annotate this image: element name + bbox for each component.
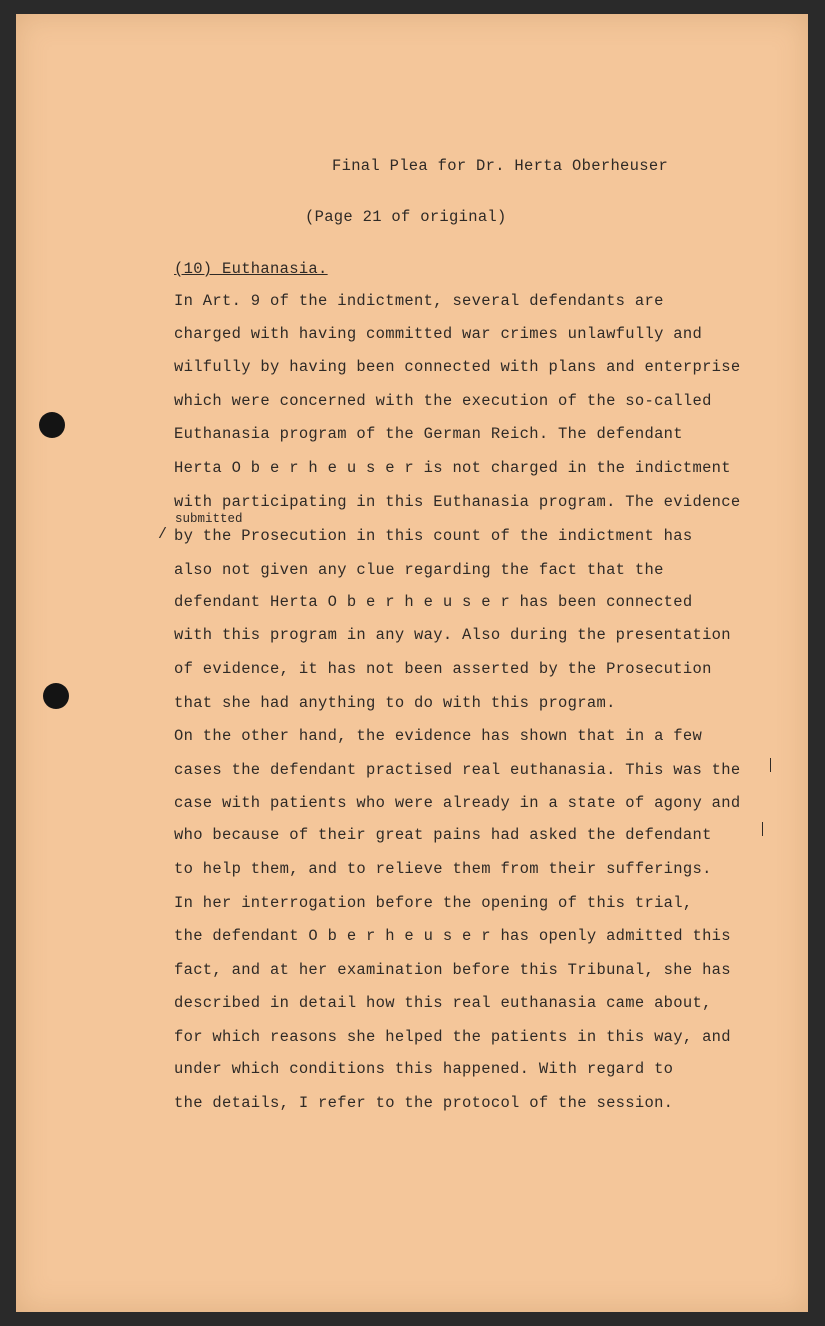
body-line: to help them, and to relieve them from their sufferings. <box>174 860 712 878</box>
body-line: Herta O b e r h e u s e r is not charged in the indictment <box>174 459 731 477</box>
body-line: the defendant O b e r h e u s e r has openly admitted this <box>174 927 731 945</box>
body-line: for which reasons she helped the patients in this way, and <box>174 1028 731 1046</box>
margin-mark: / <box>158 526 168 543</box>
margin-tick <box>762 822 763 836</box>
body-line: that she had anything to do with this program. <box>174 694 616 712</box>
margin-tick <box>770 758 771 772</box>
punch-hole-bottom <box>43 683 69 709</box>
body-line: cases the defendant practised real euthanasia. This was the <box>174 761 741 779</box>
interlinear-insert: submitted <box>175 512 243 526</box>
document-title: Final Plea for Dr. Herta Oberheuser <box>332 157 669 175</box>
body-line: also not given any clue regarding the fact that the <box>174 561 664 579</box>
body-line: described in detail how this real euthanasia came about, <box>174 994 712 1012</box>
body-line: In her interrogation before the opening of this trial, <box>174 894 693 912</box>
body-line: Euthanasia program of the German Reich. The defendant <box>174 425 683 443</box>
page-reference: (Page 21 of original) <box>305 208 507 226</box>
body-line: under which conditions this happened. With regard to <box>174 1060 674 1078</box>
body-line: wilfully by having been connected with plans and enterprise <box>174 358 741 376</box>
body-line: which were concerned with the execution of the so-called <box>174 392 712 410</box>
body-line: defendant Herta O b e r h e u s e r has been connected <box>174 593 693 611</box>
body-line: In Art. 9 of the indictment, several defendants are <box>174 292 664 310</box>
body-line: fact, and at her examination before this Tribunal, she has <box>174 961 731 979</box>
body-line: with participating in this Euthanasia program. The evidence <box>174 493 741 511</box>
body-line: charged with having committed war crimes unlawfully and <box>174 325 703 343</box>
body-line: by the Prosecution in this count of the indictment has <box>174 527 693 545</box>
body-line: of evidence, it has not been asserted by the Prosecution <box>174 660 712 678</box>
body-line: case with patients who were already in a state of agony and <box>174 794 741 812</box>
body-line: the details, I refer to the protocol of the session. <box>174 1094 674 1112</box>
body-line: On the other hand, the evidence has shown that in a few <box>174 727 703 745</box>
body-line: with this program in any way. Also during the presentation <box>174 626 731 644</box>
punch-hole-top <box>39 412 65 438</box>
section-heading: (10) Euthanasia. <box>174 260 328 278</box>
body-line: who because of their great pains had asked the defendant <box>174 826 712 844</box>
